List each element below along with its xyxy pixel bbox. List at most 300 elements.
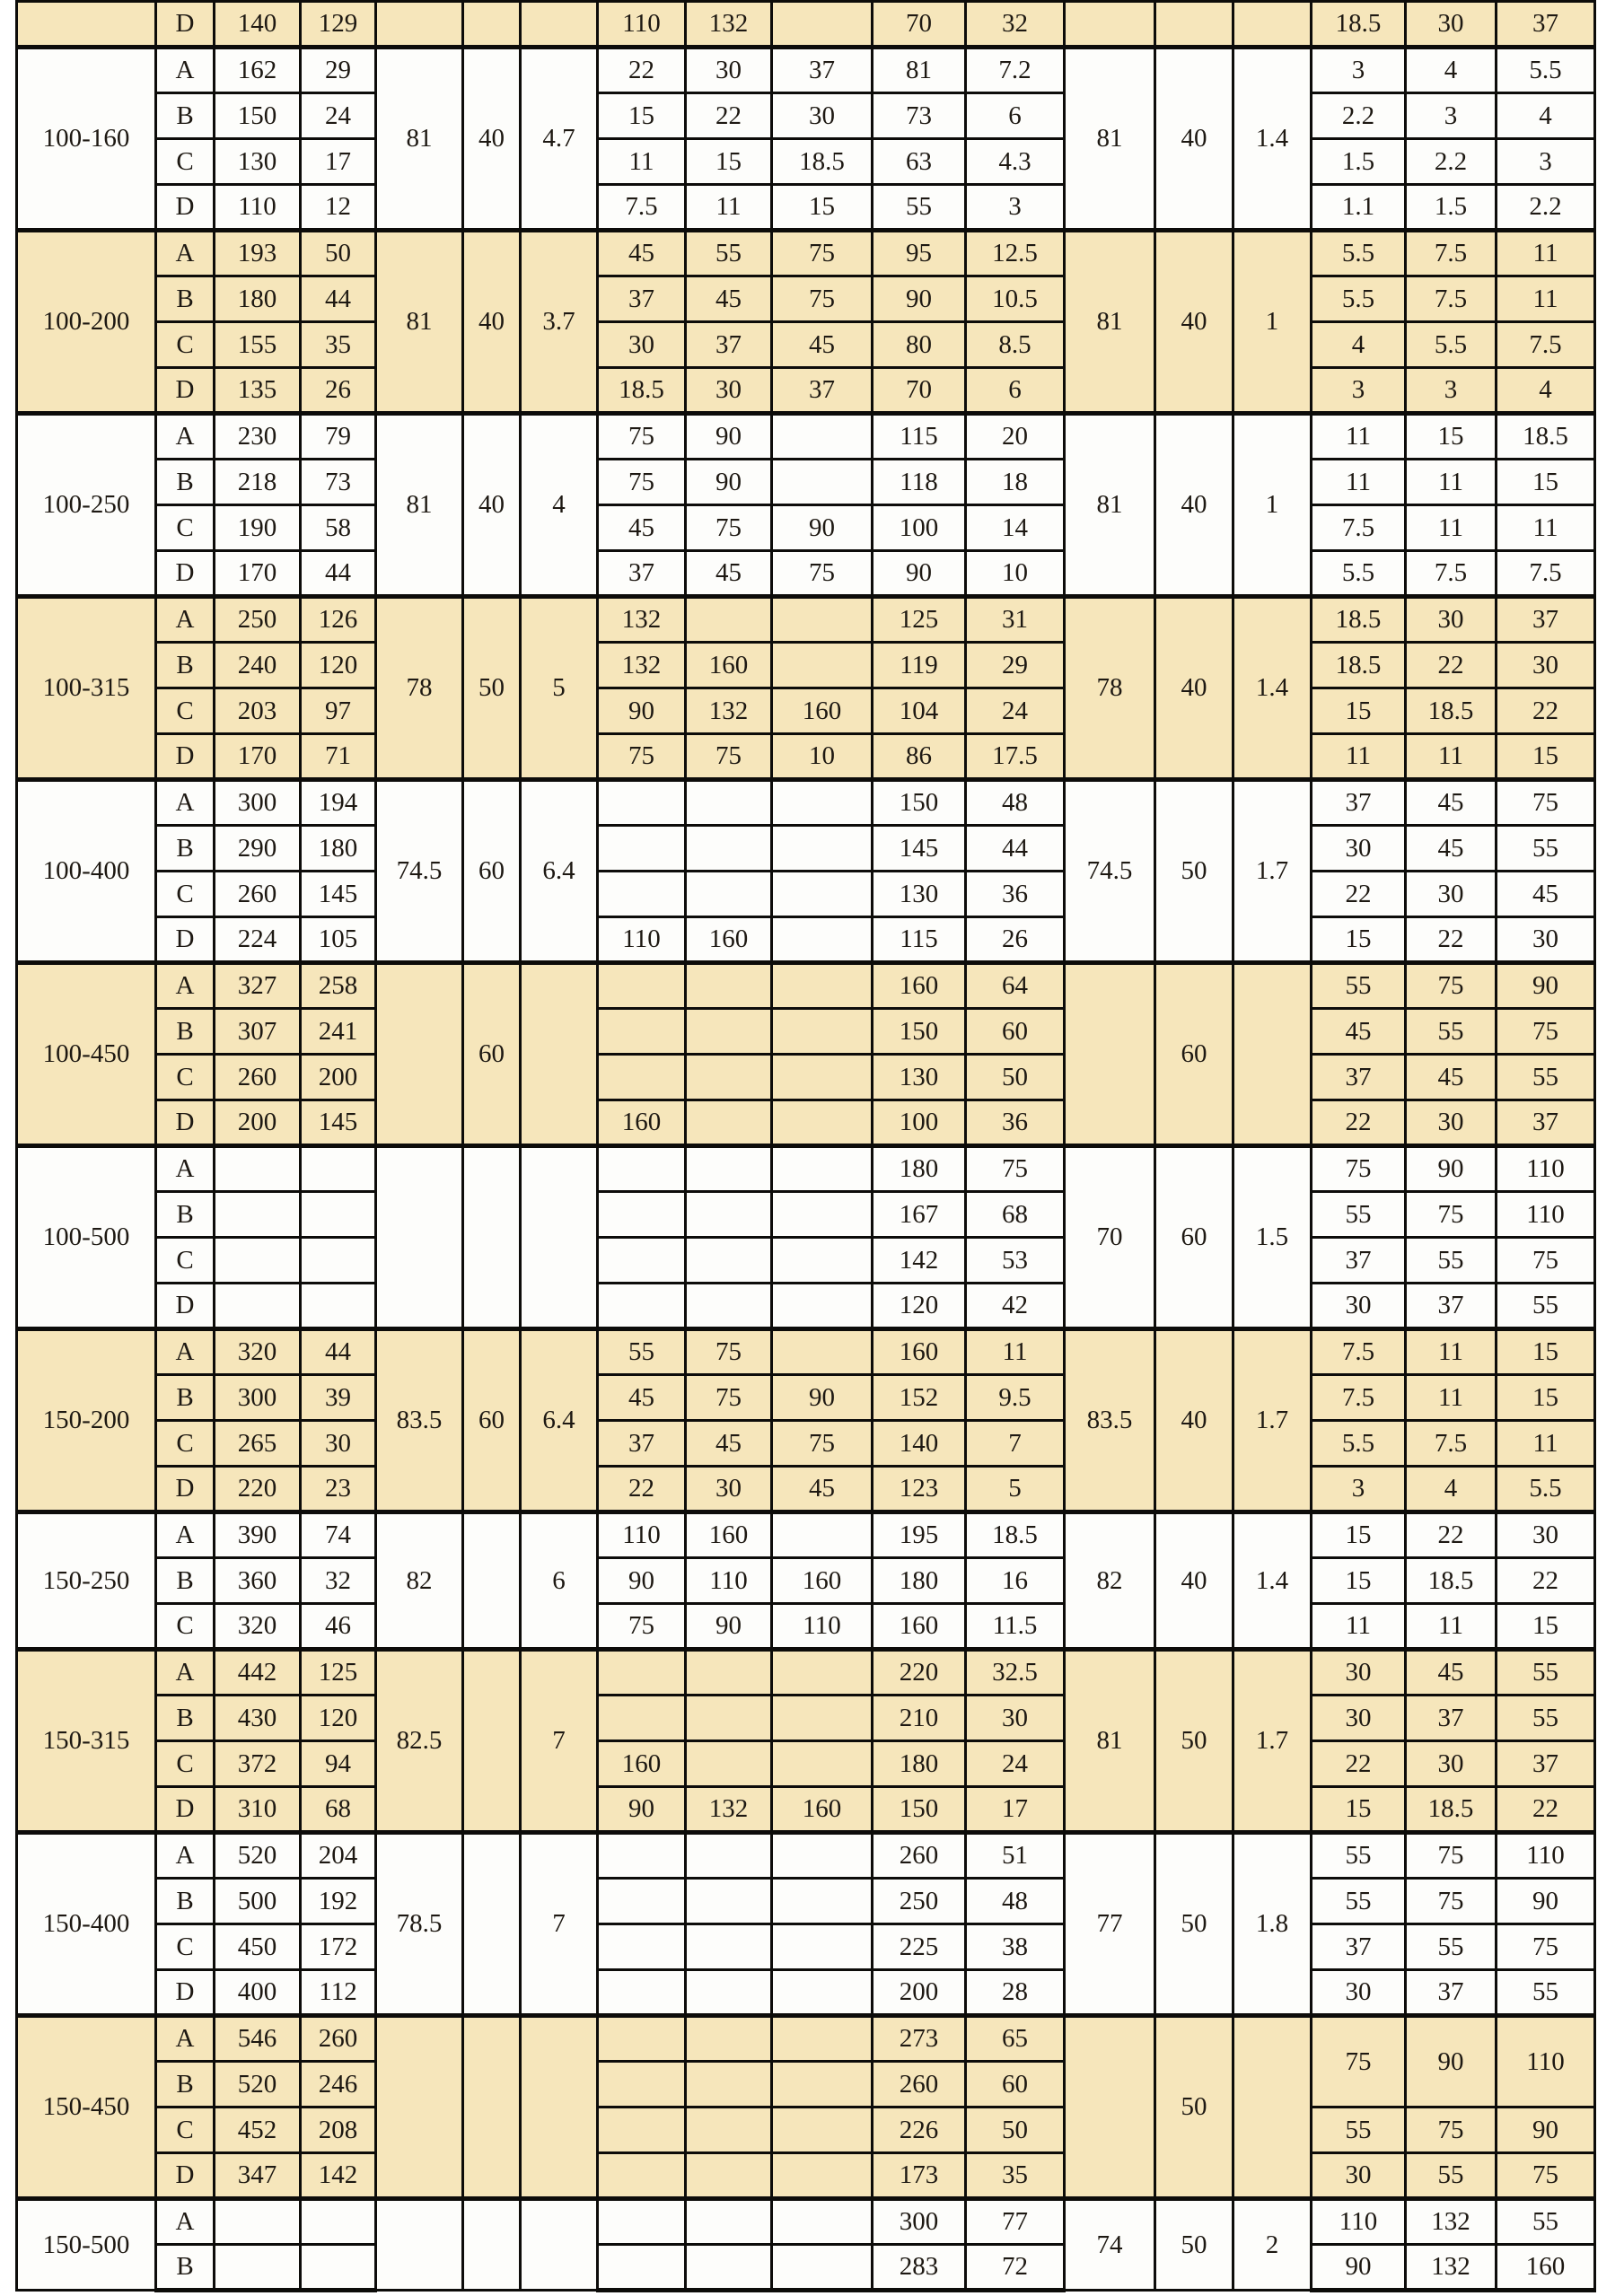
- data-cell: 520: [215, 1833, 301, 1879]
- data-cell: [686, 1238, 772, 1284]
- data-cell: 246: [301, 2062, 376, 2108]
- data-cell: 4: [1497, 368, 1595, 414]
- data-cell: 32: [301, 1558, 376, 1604]
- data-cell: 46: [301, 1604, 376, 1650]
- merged-spec-cell: 40: [1155, 1329, 1233, 1512]
- merged-spec-cell: 40: [1155, 597, 1233, 780]
- data-cell: 226: [873, 2108, 966, 2153]
- data-cell: 75: [1406, 963, 1497, 1009]
- data-cell: 18.5: [1312, 597, 1406, 643]
- data-cell: 31: [966, 597, 1065, 643]
- merged-spec-cell: 60: [463, 963, 521, 1146]
- data-cell: [772, 1833, 873, 1879]
- data-cell: 65: [966, 2016, 1065, 2062]
- merged-spec-cell: 1: [1233, 231, 1312, 414]
- data-cell: 30: [1406, 1741, 1497, 1787]
- data-cell: 15: [1497, 734, 1595, 780]
- data-cell: 37: [598, 1421, 686, 1467]
- data-cell: 29: [966, 643, 1065, 688]
- data-cell: 7.5: [598, 185, 686, 231]
- data-cell: 11: [1406, 1375, 1497, 1421]
- data-cell: [686, 2245, 772, 2291]
- data-cell: [598, 963, 686, 1009]
- model-cell: 150-315: [17, 1650, 156, 1833]
- data-cell: [686, 1924, 772, 1970]
- merged-spec-cell: 82: [376, 1512, 463, 1650]
- data-cell: 180: [873, 1741, 966, 1787]
- data-cell: [686, 963, 772, 1009]
- data-cell: 30: [686, 368, 772, 414]
- data-cell: 142: [301, 2153, 376, 2199]
- data-cell: 10.5: [966, 276, 1065, 322]
- data-cell: 190: [215, 505, 301, 551]
- data-cell: 51: [966, 1833, 1065, 1879]
- merged-spec-cell: 4.7: [521, 48, 598, 231]
- merged-spec-cell: 78: [1065, 597, 1155, 780]
- data-cell: 442: [215, 1650, 301, 1696]
- data-cell: [772, 1009, 873, 1055]
- data-cell: 126: [301, 597, 376, 643]
- data-cell: [598, 1284, 686, 1329]
- data-cell: 73: [301, 460, 376, 505]
- data-cell: 24: [966, 688, 1065, 734]
- merged-spec-cell: [521, 2199, 598, 2291]
- model-cell: 100-450: [17, 963, 156, 1146]
- data-cell: 68: [966, 1192, 1065, 1238]
- data-cell: 5.5: [1497, 48, 1595, 93]
- data-cell: 10: [772, 734, 873, 780]
- data-cell: [598, 1238, 686, 1284]
- data-cell: 77: [966, 2199, 1065, 2245]
- data-cell: 90: [686, 1604, 772, 1650]
- data-cell: 193: [215, 231, 301, 276]
- data-cell: 6: [966, 368, 1065, 414]
- merged-spec-cell: 1.4: [1233, 1512, 1312, 1650]
- data-cell: 37: [1406, 1970, 1497, 2016]
- data-cell: [686, 1741, 772, 1787]
- merged-spec-cell: [1233, 2016, 1312, 2199]
- merged-spec-cell: [521, 963, 598, 1146]
- data-cell: 75: [598, 1604, 686, 1650]
- data-cell: 180: [301, 826, 376, 872]
- grade-cell: B: [156, 460, 215, 505]
- data-cell: 90: [686, 460, 772, 505]
- data-cell: 18.5: [966, 1512, 1065, 1558]
- data-cell: 15: [1312, 917, 1406, 963]
- data-cell: 372: [215, 1741, 301, 1787]
- data-cell: 452: [215, 2108, 301, 2153]
- grade-cell: B: [156, 1375, 215, 1421]
- data-cell: 173: [873, 2153, 966, 2199]
- grade-cell: D: [156, 734, 215, 780]
- data-cell: 42: [966, 1284, 1065, 1329]
- data-cell: [598, 1879, 686, 1924]
- grade-cell: D: [156, 917, 215, 963]
- data-cell: 3: [1312, 368, 1406, 414]
- data-cell: 110: [598, 917, 686, 963]
- data-cell: 132: [598, 597, 686, 643]
- merged-spec-cell: [376, 963, 463, 1146]
- data-cell: 90: [873, 276, 966, 322]
- data-cell: 180: [873, 1146, 966, 1192]
- data-cell: 50: [966, 1055, 1065, 1100]
- data-cell: 55: [1497, 1055, 1595, 1100]
- model-cell: 150-200: [17, 1329, 156, 1512]
- data-cell: 260: [301, 2016, 376, 2062]
- data-cell: 75: [1497, 2153, 1595, 2199]
- data-cell: 55: [598, 1329, 686, 1375]
- data-cell: [686, 2108, 772, 2153]
- data-cell: [598, 826, 686, 872]
- merged-spec-cell: [463, 1833, 521, 2016]
- data-cell: 129: [301, 2, 376, 48]
- data-cell: 430: [215, 1696, 301, 1741]
- data-cell: 220: [873, 1650, 966, 1696]
- data-cell: 110: [1497, 1192, 1595, 1238]
- model-cell: 150-400: [17, 1833, 156, 2016]
- data-cell: 145: [301, 1100, 376, 1146]
- data-cell: 5.5: [1312, 1421, 1406, 1467]
- data-cell: 5.5: [1406, 322, 1497, 368]
- data-cell: [772, 2062, 873, 2108]
- data-cell: 35: [966, 2153, 1065, 2199]
- merged-spec-cell: 6.4: [521, 1329, 598, 1512]
- data-cell: 145: [873, 826, 966, 872]
- data-cell: 160: [686, 643, 772, 688]
- data-cell: 44: [301, 551, 376, 597]
- data-cell: 18.5: [772, 139, 873, 185]
- grade-cell: B: [156, 93, 215, 139]
- data-cell: 260: [215, 1055, 301, 1100]
- data-cell: 546: [215, 2016, 301, 2062]
- grade-cell: A: [156, 780, 215, 826]
- data-cell: 45: [1497, 872, 1595, 917]
- data-cell: 44: [301, 1329, 376, 1375]
- data-cell: 55: [1312, 1192, 1406, 1238]
- data-cell: 55: [1406, 1009, 1497, 1055]
- merged-spec-cell: [463, 1512, 521, 1650]
- merged-spec-cell: 60: [463, 780, 521, 963]
- data-cell: 37: [1312, 1924, 1406, 1970]
- data-cell: 53: [966, 1238, 1065, 1284]
- merged-spec-cell: 82.5: [376, 1650, 463, 1833]
- data-cell: 260: [873, 1833, 966, 1879]
- data-cell: 39: [301, 1375, 376, 1421]
- data-cell: 5.5: [1312, 551, 1406, 597]
- data-cell: 90: [1406, 2016, 1497, 2108]
- merged-spec-cell: 40: [1155, 48, 1233, 231]
- data-cell: 104: [873, 688, 966, 734]
- data-cell: 50: [966, 2108, 1065, 2153]
- data-cell: 15: [1406, 414, 1497, 460]
- data-cell: 55: [1497, 1650, 1595, 1696]
- data-cell: 160: [873, 1329, 966, 1375]
- data-cell: [686, 597, 772, 643]
- data-cell: [301, 1146, 376, 1192]
- data-cell: 347: [215, 2153, 301, 2199]
- data-cell: [772, 460, 873, 505]
- merged-spec-cell: 6: [521, 1512, 598, 1650]
- data-cell: 150: [873, 1009, 966, 1055]
- data-cell: 45: [598, 505, 686, 551]
- data-cell: 194: [301, 780, 376, 826]
- model-cell: 100-160: [17, 48, 156, 231]
- data-cell: 172: [301, 1924, 376, 1970]
- data-cell: [772, 597, 873, 643]
- merged-spec-cell: 1: [1233, 414, 1312, 597]
- merged-spec-cell: 7: [521, 1833, 598, 2016]
- data-cell: 160: [873, 963, 966, 1009]
- grade-cell: A: [156, 1833, 215, 1879]
- data-cell: 7.5: [1312, 1329, 1406, 1375]
- data-cell: 1.5: [1406, 185, 1497, 231]
- data-cell: 15: [686, 139, 772, 185]
- data-cell: 70: [873, 368, 966, 414]
- data-cell: 75: [1406, 1833, 1497, 1879]
- data-cell: 142: [873, 1238, 966, 1284]
- data-cell: 36: [966, 1100, 1065, 1146]
- data-cell: 7.5: [1497, 322, 1595, 368]
- data-cell: 145: [301, 872, 376, 917]
- data-cell: 160: [772, 688, 873, 734]
- data-cell: 37: [1312, 1055, 1406, 1100]
- data-cell: 30: [772, 93, 873, 139]
- data-cell: [686, 1833, 772, 1879]
- data-cell: [686, 1970, 772, 2016]
- data-cell: [772, 1100, 873, 1146]
- data-cell: 28: [966, 1970, 1065, 2016]
- grade-cell: D: [156, 2, 215, 48]
- data-cell: 112: [301, 1970, 376, 2016]
- grade-cell: A: [156, 1329, 215, 1375]
- data-cell: 150: [215, 93, 301, 139]
- pump-spec-table-body: [17, 2, 1595, 2291]
- data-cell: 20: [966, 414, 1065, 460]
- merged-spec-cell: 60: [463, 1329, 521, 1512]
- merged-spec-cell: 40: [463, 231, 521, 414]
- merged-spec-cell: [463, 2016, 521, 2199]
- data-cell: 22: [686, 93, 772, 139]
- data-cell: 68: [301, 1787, 376, 1833]
- data-cell: 45: [1312, 1009, 1406, 1055]
- data-cell: 180: [215, 276, 301, 322]
- data-cell: 152: [873, 1375, 966, 1421]
- data-cell: 48: [966, 1879, 1065, 1924]
- merged-spec-cell: [521, 2016, 598, 2199]
- merged-spec-cell: [1065, 963, 1155, 1146]
- data-cell: 58: [301, 505, 376, 551]
- data-cell: 5.5: [1312, 231, 1406, 276]
- data-cell: 160: [686, 917, 772, 963]
- data-cell: 11: [1312, 734, 1406, 780]
- data-cell: 18.5: [1312, 2, 1406, 48]
- data-cell: 75: [686, 1375, 772, 1421]
- data-cell: 110: [772, 1604, 873, 1650]
- data-cell: [772, 1696, 873, 1741]
- data-cell: 55: [1406, 1238, 1497, 1284]
- data-cell: 11: [1312, 1604, 1406, 1650]
- data-cell: 75: [598, 414, 686, 460]
- data-cell: 100: [873, 505, 966, 551]
- data-cell: [772, 2153, 873, 2199]
- data-cell: 22: [1312, 872, 1406, 917]
- data-cell: 15: [1497, 460, 1595, 505]
- data-cell: 24: [301, 93, 376, 139]
- data-cell: 130: [873, 1055, 966, 1100]
- data-cell: 55: [873, 185, 966, 231]
- merged-spec-cell: 74.5: [1065, 780, 1155, 963]
- data-cell: 320: [215, 1604, 301, 1650]
- merged-spec-cell: [521, 2, 598, 48]
- data-cell: 7.5: [1312, 1375, 1406, 1421]
- data-cell: 70: [873, 2, 966, 48]
- data-cell: 7.5: [1406, 231, 1497, 276]
- data-cell: [772, 963, 873, 1009]
- data-cell: [215, 1146, 301, 1192]
- data-cell: 200: [873, 1970, 966, 2016]
- data-cell: 22: [1312, 1100, 1406, 1146]
- data-cell: 30: [1312, 1970, 1406, 2016]
- data-cell: 37: [1497, 597, 1595, 643]
- data-cell: 110: [1497, 2016, 1595, 2108]
- data-cell: 160: [598, 1741, 686, 1787]
- merged-spec-cell: 50: [1155, 780, 1233, 963]
- data-cell: 30: [686, 48, 772, 93]
- data-cell: 30: [1312, 1284, 1406, 1329]
- data-cell: 105: [301, 917, 376, 963]
- data-cell: 80: [873, 322, 966, 368]
- data-cell: 7.5: [1497, 551, 1595, 597]
- data-cell: 155: [215, 322, 301, 368]
- data-cell: 132: [598, 643, 686, 688]
- data-cell: 208: [301, 2108, 376, 2153]
- data-cell: 4: [1497, 93, 1595, 139]
- data-cell: 60: [966, 2062, 1065, 2108]
- grade-cell: B: [156, 1192, 215, 1238]
- model-cell: 100-250: [17, 414, 156, 597]
- grade-cell: A: [156, 231, 215, 276]
- data-cell: 17: [966, 1787, 1065, 1833]
- data-cell: 37: [1497, 1100, 1595, 1146]
- merged-spec-cell: 4: [521, 414, 598, 597]
- data-cell: 240: [215, 643, 301, 688]
- data-cell: 11.5: [966, 1604, 1065, 1650]
- data-cell: 45: [1406, 1650, 1497, 1696]
- data-cell: 204: [301, 1833, 376, 1879]
- grade-cell: D: [156, 368, 215, 414]
- data-cell: 75: [772, 231, 873, 276]
- model-cell: 100-500: [17, 1146, 156, 1329]
- data-cell: 55: [1497, 826, 1595, 872]
- data-cell: 44: [301, 276, 376, 322]
- data-cell: 55: [1406, 2153, 1497, 2199]
- data-cell: [772, 2, 873, 48]
- merged-spec-cell: [376, 2, 463, 48]
- grade-cell: D: [156, 185, 215, 231]
- data-cell: 97: [301, 688, 376, 734]
- data-cell: 7: [966, 1421, 1065, 1467]
- data-cell: [772, 826, 873, 872]
- merged-spec-cell: 7: [521, 1650, 598, 1833]
- data-cell: [301, 1284, 376, 1329]
- grade-cell: B: [156, 2062, 215, 2108]
- data-cell: [772, 917, 873, 963]
- grade-cell: A: [156, 2199, 215, 2245]
- data-cell: 307: [215, 1009, 301, 1055]
- data-cell: 110: [1497, 1833, 1595, 1879]
- data-cell: [598, 1009, 686, 1055]
- data-cell: 15: [1497, 1329, 1595, 1375]
- data-cell: 75: [1406, 1879, 1497, 1924]
- model-cell: 100-400: [17, 780, 156, 963]
- data-cell: 15: [1497, 1375, 1595, 1421]
- data-cell: 1.5: [1312, 139, 1406, 185]
- data-cell: 26: [301, 368, 376, 414]
- data-cell: 12.5: [966, 231, 1065, 276]
- data-cell: 290: [215, 826, 301, 872]
- data-cell: 23: [301, 1467, 376, 1512]
- model-cell: 100-200: [17, 231, 156, 414]
- data-cell: 22: [1497, 1558, 1595, 1604]
- data-cell: 63: [873, 139, 966, 185]
- data-cell: 75: [772, 1421, 873, 1467]
- data-cell: 48: [966, 780, 1065, 826]
- data-cell: 90: [1497, 2108, 1595, 2153]
- merged-spec-cell: 50: [1155, 2199, 1233, 2291]
- data-cell: [686, 1146, 772, 1192]
- data-cell: 22: [1312, 1741, 1406, 1787]
- data-cell: [772, 1879, 873, 1924]
- merged-spec-cell: 50: [1155, 1833, 1233, 2016]
- data-cell: 45: [598, 231, 686, 276]
- grade-cell: C: [156, 1924, 215, 1970]
- merged-spec-cell: 74: [1065, 2199, 1155, 2291]
- data-cell: 300: [215, 1375, 301, 1421]
- data-cell: 36: [966, 872, 1065, 917]
- data-cell: [772, 1192, 873, 1238]
- data-cell: 30: [686, 1467, 772, 1512]
- data-cell: 55: [686, 231, 772, 276]
- data-cell: 310: [215, 1787, 301, 1833]
- data-cell: 265: [215, 1421, 301, 1467]
- data-cell: 22: [1497, 688, 1595, 734]
- data-cell: 45: [686, 276, 772, 322]
- data-cell: 55: [1497, 1696, 1595, 1741]
- data-cell: 22: [1497, 1787, 1595, 1833]
- data-cell: [772, 1741, 873, 1787]
- data-cell: [686, 1009, 772, 1055]
- data-cell: 4: [1406, 48, 1497, 93]
- data-cell: 520: [215, 2062, 301, 2108]
- data-cell: [772, 1512, 873, 1558]
- data-cell: [598, 780, 686, 826]
- data-cell: 90: [1406, 1146, 1497, 1192]
- merged-spec-cell: [376, 2016, 463, 2199]
- data-cell: 140: [215, 2, 301, 48]
- data-cell: [598, 1833, 686, 1879]
- data-cell: 115: [873, 917, 966, 963]
- data-cell: [772, 1970, 873, 2016]
- data-cell: 11: [1406, 1329, 1497, 1375]
- data-cell: 241: [301, 1009, 376, 1055]
- data-cell: 11: [1497, 1421, 1595, 1467]
- data-cell: 75: [1497, 780, 1595, 826]
- data-cell: 22: [1406, 917, 1497, 963]
- data-cell: [772, 643, 873, 688]
- merged-spec-cell: [1233, 963, 1312, 1146]
- data-cell: 100: [873, 1100, 966, 1146]
- data-cell: 110: [598, 2, 686, 48]
